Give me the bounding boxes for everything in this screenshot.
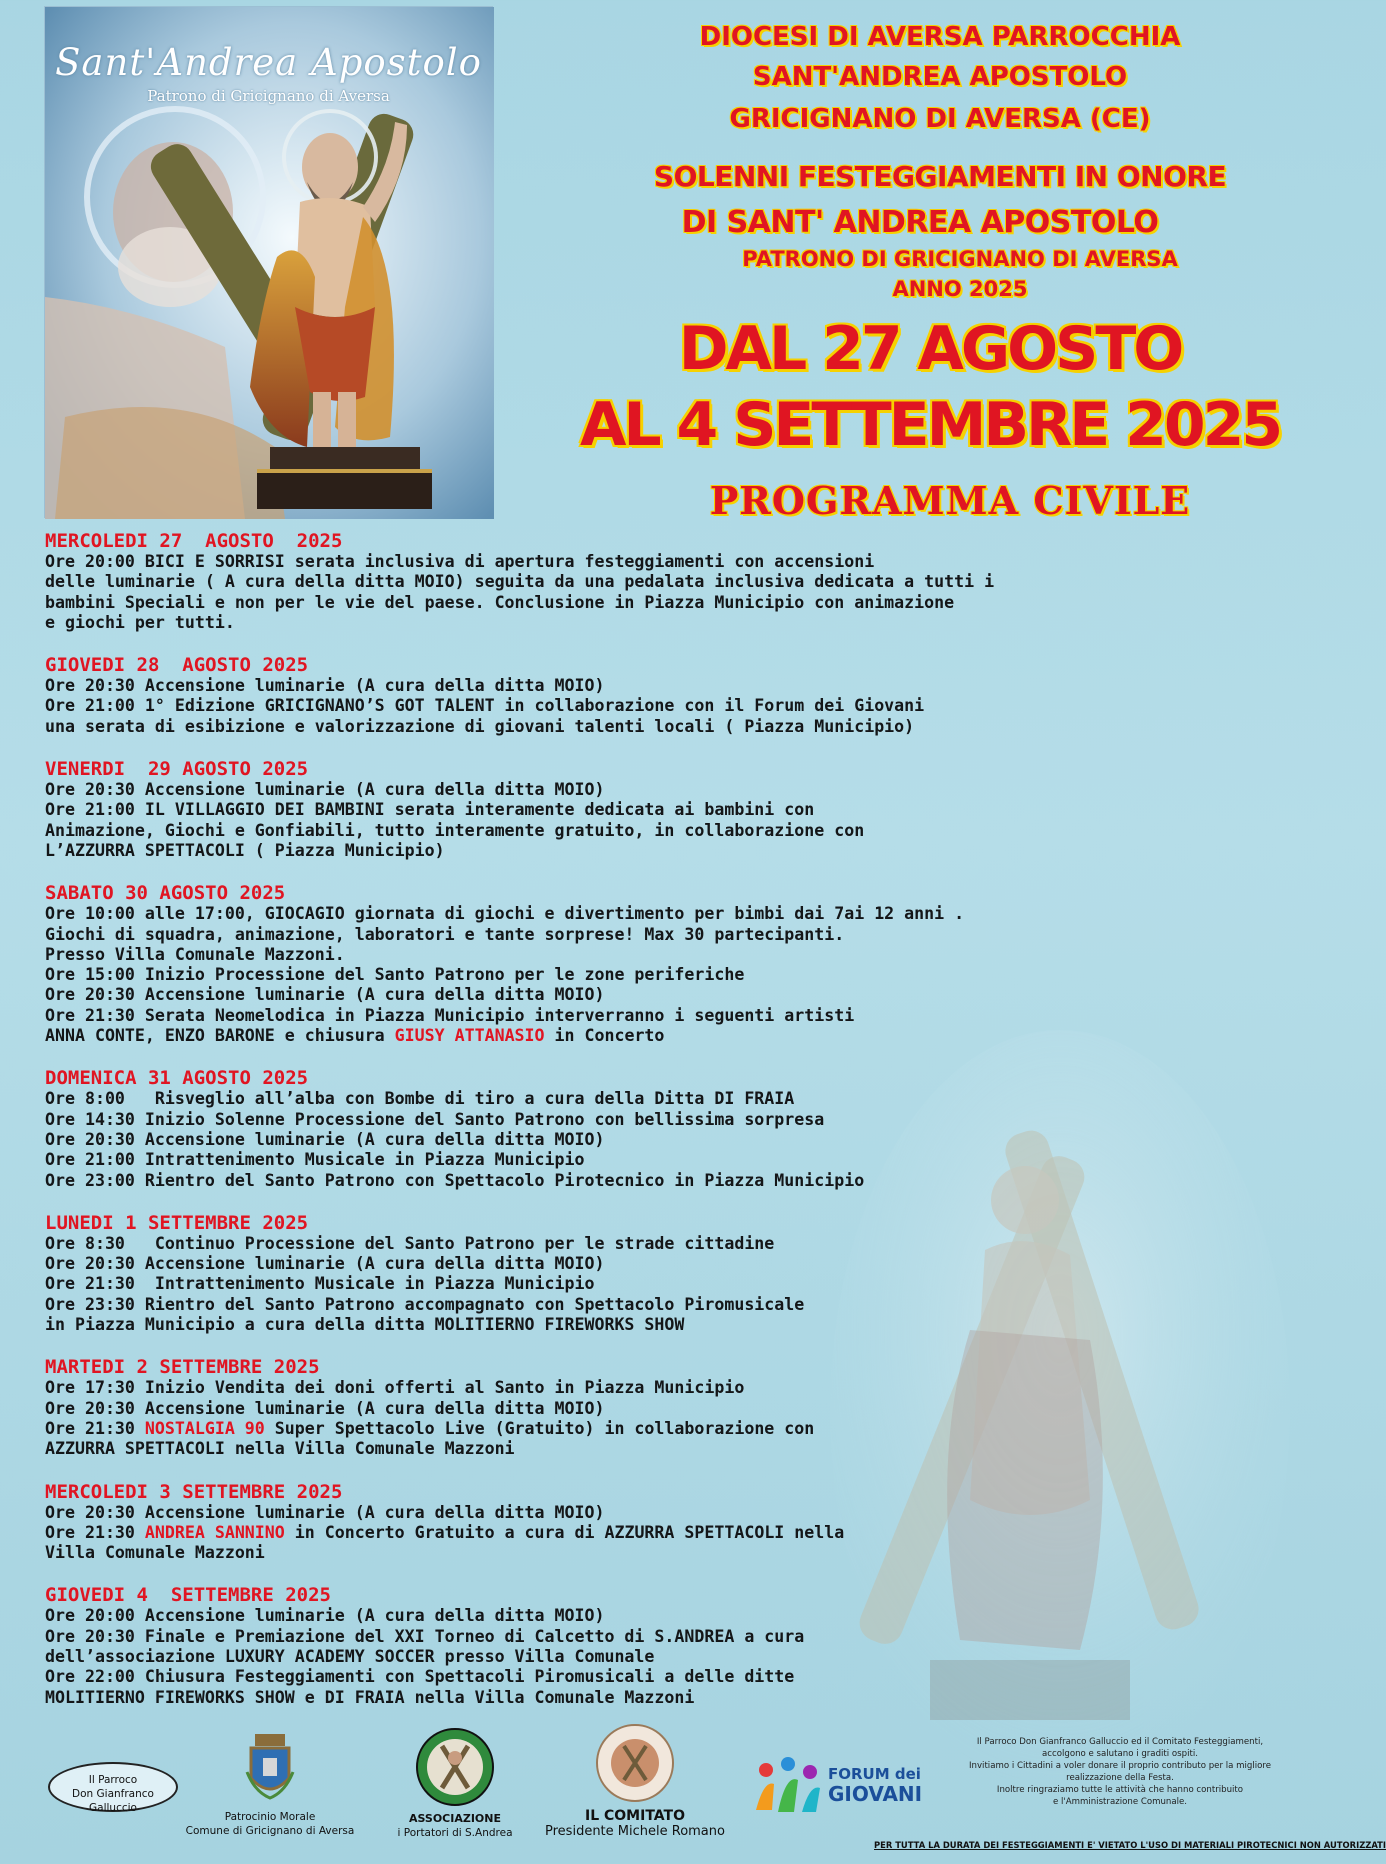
header-saint: DI SANT' ANDREA APOSTOLO [681,205,1159,240]
highlighted-artist: NOSTALGIA 90 [144,1418,265,1438]
header-date-to: AL 4 SETTEMBRE 2025 [580,390,1281,460]
program-schedule [45,530,1265,1729]
event-text: MOLITIERNO FIREWORKS SHOW e DI FRAIA nella Villa Comunale Mazzoni [45,1687,695,1707]
program-day [45,530,1265,633]
event-text: Ore 23:00 Rientro del Santo Patrono con Spettacolo Pirotecnico in Piazza Municipio [45,1170,865,1190]
event-line [45,821,1265,841]
comitato-label: IL COMITATO [585,1808,685,1824]
day-title: LUNEDI 1 SETTEMBRE 2025 [45,1211,309,1234]
event-text: Ore 21:30 Serata Neomelodica in Piazza Municipio interverranno i seguenti artisti [45,1005,855,1025]
hero-title: Sant'Andrea Apostolo [55,41,482,84]
event-line [45,1295,1265,1315]
parroco-name: Don Gianfranco Galluccio [72,1788,154,1814]
event-text: Ore 23:30 Rientro del Santo Patrono accompagnato con Spettacolo Piromusicale [45,1294,805,1314]
forum-name: FORUM dei GIOVANI [828,1765,923,1806]
day-title: MERCOLEDI 3 SETTEMBRE 2025 [45,1480,343,1503]
header-year: ANNO 2025 [892,277,1028,301]
event-text: in Concerto [544,1026,665,1046]
event-line [45,1399,1265,1419]
event-line [45,1150,1265,1170]
program-day [45,758,1265,861]
program-day [45,882,1265,1046]
event-line [45,841,1265,861]
event-text: Ore 20:30 Accensione luminarie (A cura della ditta MOIO) [45,985,605,1005]
thanks-line: Inoltre ringraziamo tutte le attività che hanno contribuito [996,1785,1244,1795]
event-line [45,1006,1265,1026]
event-line [45,1627,1265,1647]
event-line [45,1089,1265,1109]
municipal-crest-icon [245,1732,295,1806]
highlighted-artist: GIUSY ATTANASIO [394,1026,545,1046]
event-text: Ore 21:00 1° Edizione GRICIGNANO’S GOT TALENT in collaborazione con il Forum dei Giovani [45,696,925,716]
event-text: AZZURRA SPETTACOLI nella Villa Comunale Mazzoni [45,1439,515,1459]
patrocinio-logo [180,1732,360,1838]
parroco-title: Il Parroco [88,1774,138,1786]
program-day [45,654,1265,737]
event-text: in Concerto Gratuito a cura di AZZURRA SPETTACOLI nella [284,1522,845,1542]
highlighted-artist: ANDREA SANNINO [144,1522,285,1542]
event-text: Ore 20:30 Accensione luminarie (A cura della ditta MOIO) [45,1398,605,1418]
forum-giovani-logo [750,1750,940,1830]
portatori-badge-icon [414,1726,496,1808]
event-line [45,613,1265,633]
program-day [45,1212,1265,1335]
event-line [45,1419,1265,1439]
comitato-president: Presidente Michele Romano [545,1824,725,1839]
event-line [45,1234,1265,1254]
event-text: L’AZZURRA SPETTACOLI ( Piazza Municipio) [45,840,445,860]
comitato-seal-icon [594,1722,676,1804]
event-text: Ore 8:30 Continuo Processione del Santo Patrono per le strade cittadine [45,1233,775,1253]
event-text: Ore 20:30 Accensione luminarie (A cura della ditta MOIO) [45,780,605,800]
parroco-seal [48,1762,178,1812]
event-text: Ore 20:00 Accensione luminarie (A cura della ditta MOIO) [45,1606,605,1626]
event-line [45,696,1265,716]
day-title: VENERDI 29 AGOSTO 2025 [45,758,309,781]
header-celebrations: SOLENNI FESTEGGIAMENTI IN ONORE [653,160,1227,193]
event-line [45,1026,1265,1046]
event-text: Ore 21:00 IL VILLAGGIO DEI BAMBINI serata interamente dedicata ai bambini con [45,800,815,820]
comitato-logo [540,1722,730,1839]
event-line [45,1110,1265,1130]
event-text: bambini Speciali e non per le vie del paese. Conclusione in Piazza Municipio con animazione [45,592,955,612]
day-title: GIOVEDI 4 SETTEMBRE 2025 [45,1584,331,1607]
event-text: Ore 20:30 Accensione luminarie (A cura della ditta MOIO) [45,1502,605,1522]
thanks-line: e l'Amministrazione Comunale. [1052,1797,1188,1807]
day-title: DOMENICA 31 AGOSTO 2025 [45,1067,309,1090]
hero-subtitle: Patrono di Gricignano di Aversa [147,87,390,105]
event-line [45,1523,1265,1543]
pyrotechnics-warning: PER TUTTA LA DURATA DEI FESTEGGIAMENTI E' VIETATO L'USO DI MATERIALI PIROTECNICI NON AUTORIZZATI [874,1840,1386,1850]
header-town: GRICIGNANO DI AVERSA (CE) [729,104,1151,134]
event-text: Ore 20:30 Finale e Premiazione del XXI Torneo di Calcetto di S.ANDREA a cura [45,1626,805,1646]
event-line [45,780,1265,800]
event-line [45,1503,1265,1523]
event-line [45,572,1265,592]
event-line [45,925,1265,945]
event-line [45,593,1265,613]
day-title: GIOVEDI 28 AGOSTO 2025 [45,654,309,677]
header-patron: PATRONO DI GRICIGNANO DI AVERSA [742,247,1178,271]
event-text: Villa Comunale Mazzoni [45,1543,265,1563]
header-parish: SANT'ANDREA APOSTOLO [752,62,1128,92]
event-text: in Piazza Municipio a cura della ditta MOLITIERNO FIREWORKS SHOW [45,1315,685,1335]
event-line [45,1315,1265,1335]
event-text: ANNA CONTE, ENZO BARONE e chiusura [45,1026,395,1046]
forum-figures-icon [750,1750,830,1830]
day-title: MERCOLEDI 27 AGOSTO 2025 [45,530,343,552]
event-line [45,1647,1265,1667]
event-text: Presso Villa Comunale Mazzoni. [45,944,345,964]
event-text: Ore 21:30 [45,1418,145,1438]
event-line [45,1667,1265,1687]
event-line [45,904,1265,924]
event-line [45,1688,1265,1708]
event-text: dell’associazione LUXURY ACADEMY SOCCER presso Villa Comunale [45,1646,655,1666]
footer [0,1722,1386,1864]
day-title: MARTEDI 2 SETTEMBRE 2025 [45,1356,320,1379]
patrocinio-comune: Comune di Gricignano di Aversa [185,1825,355,1837]
event-text: Giochi di squadra, animazione, laboratori e tante sorprese! Max 30 partecipanti. [45,924,845,944]
event-line [45,1254,1265,1274]
event-text: Animazione, Giochi e Gonfiabili, tutto interamente gratuito, in collaborazione con [45,820,865,840]
event-text: Super Spettacolo Live (Gratuito) in collaborazione con [264,1418,815,1438]
event-text: Ore 17:30 Inizio Vendita dei doni offerti al Santo in Piazza Municipio [45,1378,745,1398]
patrocinio-label: Patrocinio Morale [224,1811,316,1823]
event-text: Ore 22:00 Chiusura Festeggiamenti con Spettacoli Piromusicali a delle ditte [45,1667,795,1687]
day-title: SABATO 30 AGOSTO 2025 [45,882,286,905]
thanks-line: accolgono e salutano i graditi ospiti. [1042,1749,1198,1759]
event-line [45,1606,1265,1626]
program-day [45,1356,1265,1459]
event-line [45,1543,1265,1563]
event-line [45,1378,1265,1398]
event-line [45,552,1265,572]
event-text: Ore 8:00 Risveglio all’alba con Bombe di tiro a cura della Ditta DI FRAIA [45,1089,795,1109]
event-line [45,676,1265,696]
event-text: Ore 10:00 alle 17:00, GIOCAGIO giornata di giochi e divertimento per bimbi dai 7ai 12 anni . [45,904,965,924]
header-date-from: DAL 27 AGOSTO [678,314,1182,384]
associazione-logo [380,1726,530,1840]
event-line [45,717,1265,737]
event-line [45,965,1265,985]
program-day [45,1481,1265,1564]
event-text: Ore 20:00 BICI E SORRISI serata inclusiva di apertura festeggiamenti con accensioni [45,552,875,571]
thanks-line: Invitiamo i Cittadini a voler donare il proprio contributo per la migliore [968,1761,1271,1771]
event-text: Ore 20:30 Accensione luminarie (A cura della ditta MOIO) [45,1129,605,1149]
event-line [45,1171,1265,1191]
program-title: PROGRAMMA CIVILE [709,478,1191,523]
event-text: e giochi per tutti. [45,612,235,632]
event-line [45,1439,1265,1459]
event-line [45,1130,1265,1150]
hero-image [44,6,493,518]
program-day [45,1067,1265,1190]
associazione-name: i Portatori di S.Andrea [397,1827,513,1839]
event-line [45,985,1265,1005]
event-text: Ore 21:30 [45,1522,145,1542]
event-text: Ore 21:30 Intrattenimento Musicale in Piazza Municipio [45,1274,595,1294]
thanks-line: realizzazione della Festa. [1066,1773,1174,1783]
event-text: Ore 20:30 Accensione luminarie (A cura della ditta MOIO) [45,1254,605,1274]
event-line [45,945,1265,965]
event-text: Ore 21:00 Intrattenimento Musicale in Piazza Municipio [45,1150,585,1170]
program-day [45,1584,1265,1707]
event-text: delle luminarie ( A cura della ditta MOIO) seguita da una pedalata inclusiva dedicata a tutti i [45,572,995,592]
thanks-note [960,1736,1280,1808]
thanks-line: Il Parroco Don Gianfranco Galluccio ed il Comitato Festeggiamenti, [976,1737,1264,1747]
event-text: Ore 15:00 Inizio Processione del Santo Patrono per le zone periferiche [45,965,745,985]
event-text: Ore 20:30 Accensione luminarie (A cura della ditta MOIO) [45,676,605,696]
associazione-label: ASSOCIAZIONE [408,1812,502,1825]
event-line [45,800,1265,820]
event-text: Ore 14:30 Inizio Solenne Processione del Santo Patrono con bellissima sorpresa [45,1109,825,1129]
header-diocese: DIOCESI DI AVERSA PARROCCHIA [699,22,1181,52]
event-line [45,1274,1265,1294]
event-text: una serata di esibizione e valorizzazione di giovani talenti locali ( Piazza Municipio) [45,716,915,736]
